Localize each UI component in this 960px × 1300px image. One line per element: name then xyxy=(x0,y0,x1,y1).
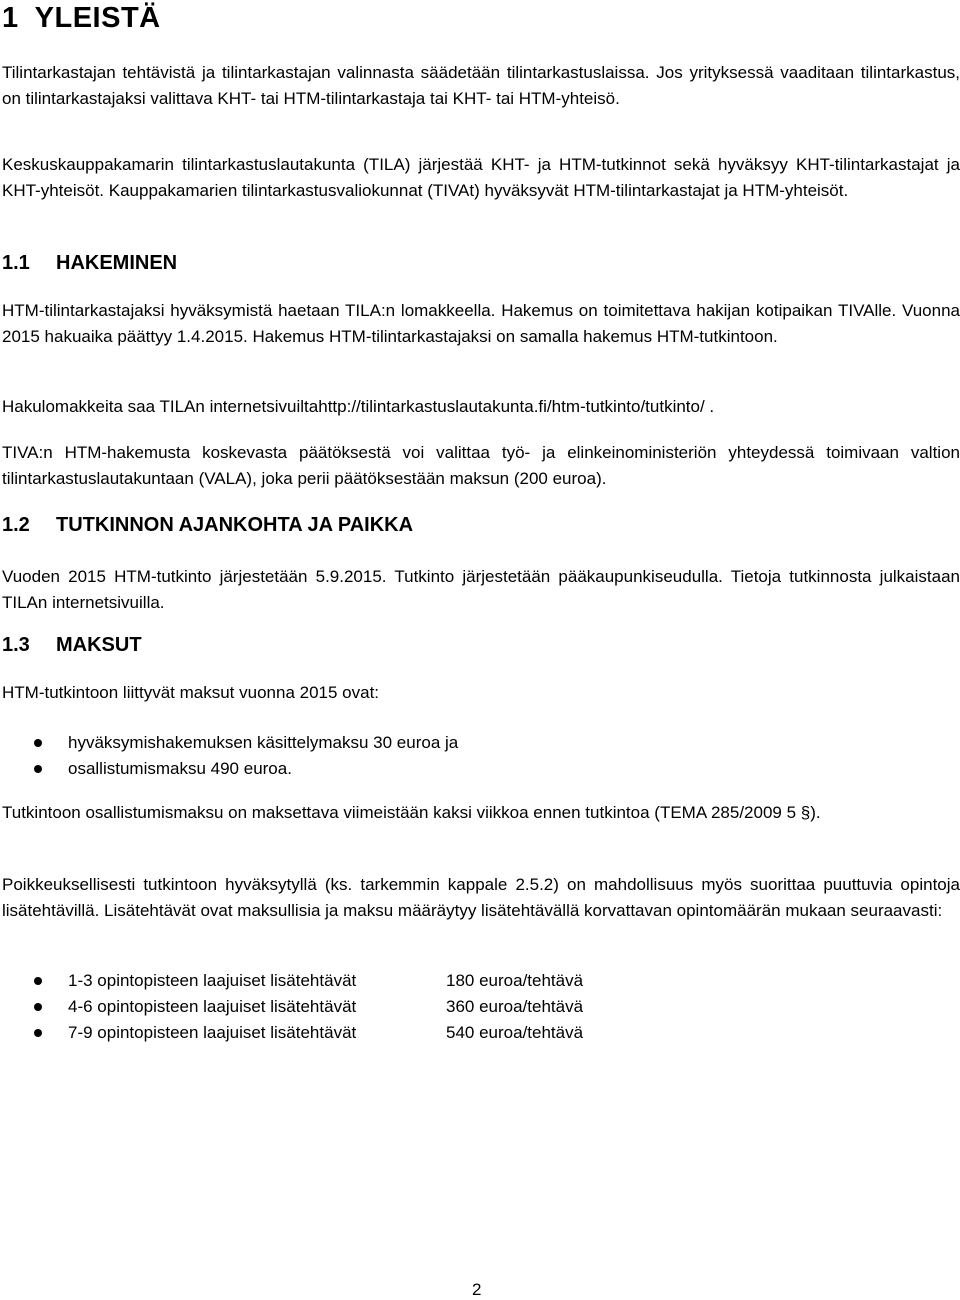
hakeminen-paragraph-1: HTM-tilintarkastajaksi hyväksymistä haetaan TILA:n lomakkeella. Hakemus on toimitettava hakijan kotipaikan TIVAlle. Vuonna 2015 hakuaika päättyy 1.4.2015. Hakemus HTM-tilintarkastajaksi on samalla hakemus HTM-tutkintoon. xyxy=(2,301,960,346)
ajankohta-paragraph-1: Vuoden 2015 HTM-tutkinto järjestetään 5.9.2015. Tutkinto järjestetään pääkaupunkiseudulla. Tietoja tutkinnosta julkaistaan TILAn internetsivuilla. xyxy=(2,567,960,612)
fee-scope: 1-3 opintopisteen laajuiset lisätehtävät xyxy=(68,971,357,990)
fee-price: 360 euroa/tehtävä xyxy=(446,997,584,1016)
section-heading-maksut xyxy=(2,634,142,657)
bullet-icon xyxy=(34,1003,42,1011)
list-item-text: osallistumismaksu 490 euroa. xyxy=(68,759,292,778)
bullet-icon xyxy=(34,739,42,747)
fee-scope: 4-6 opintopisteen laajuiset lisätehtävät xyxy=(68,997,357,1016)
maksut-paragraph-1: HTM-tutkintoon liittyvät maksut vuonna 2015 ovat: xyxy=(2,683,380,702)
fee-scope: 7-9 opintopisteen laajuiset lisätehtävät xyxy=(68,1023,357,1042)
section-number: 1.2 xyxy=(2,514,30,536)
list-item-text: hyväksymishakemuksen käsittelymaksu 30 euroa ja xyxy=(68,733,459,752)
heading-yleista xyxy=(2,2,161,35)
section-title: MAKSUT xyxy=(56,634,142,656)
hakeminen-paragraph-3: TIVA:n HTM-hakemusta koskevasta päätöksestä voi valittaa työ- ja elinkeinoministeriön yhteydessä toimivaan valtion tilintarkastuslautakuntaan (VALA), joka perii päätöksestään maksun (200 euroa). xyxy=(2,443,960,488)
section-number: 1.1 xyxy=(2,252,30,274)
list-item xyxy=(0,968,583,994)
intro-paragraph-1: Tilintarkastajan tehtävistä ja tilintarkastajan valinnasta säädetään tilintarkastuslaissa. Jos yrityksessä vaaditaan tilintarkastus, on tilintarkastajaksi valittava KHT- tai HTM-tilintarkastaja tai KHT- tai HTM-yhteisö. xyxy=(2,63,960,108)
section-heading-hakeminen xyxy=(2,252,177,275)
bullet-icon xyxy=(34,1029,42,1037)
maksut-paragraph-2: Tutkintoon osallistumismaksu on maksettava viimeistään kaksi viikkoa ennen tutkintoa (TEMA 285/2009 5 §). xyxy=(2,803,821,822)
fee-bullet-list xyxy=(0,730,458,782)
page-number: 2 xyxy=(472,1280,482,1299)
list-item xyxy=(0,1020,583,1046)
heading-title: YLEISTÄ xyxy=(34,2,161,34)
section-title: HAKEMINEN xyxy=(56,252,178,274)
fee-price: 540 euroa/tehtävä xyxy=(446,1023,584,1042)
heading-number: 1 xyxy=(2,2,19,34)
section-number: 1.3 xyxy=(2,634,30,656)
list-item xyxy=(0,756,458,782)
extra-task-fee-list xyxy=(0,968,583,1046)
section-heading-ajankohta xyxy=(2,514,413,537)
fee-price: 180 euroa/tehtävä xyxy=(446,971,584,990)
list-item xyxy=(0,730,458,756)
section-title: TUTKINNON AJANKOHTA JA PAIKKA xyxy=(56,514,414,536)
intro-paragraph-2: Keskuskauppakamarin tilintarkastuslautakunta (TILA) järjestää KHT- ja HTM-tutkinnot sekä hyväksyy KHT-tilintarkastajat ja KHT-yhteisöt. Kauppakamarien tilintarkastusvaliokunnat (TIVAt) hyväksyvät HTM-tilintarkastajat ja HTM-yhteisöt. xyxy=(2,155,960,200)
hakeminen-paragraph-2: Hakulomakkeita saa TILAn internetsivuiltahttp://tilintarkastuslautakunta.fi/htm-tutkinto/tutkinto/ . xyxy=(2,397,715,416)
maksut-paragraph-3: Poikkeuksellisesti tutkintoon hyväksytyllä (ks. tarkemmin kappale 2.5.2) on mahdollisuus myös suorittaa puuttuvia opintoja lisätehtävillä. Lisätehtävät ovat maksullisia ja maksu määräytyy lisätehtävällä korvattavan opintomäärän mukaan seuraavasti: xyxy=(2,875,960,920)
bullet-icon xyxy=(34,977,42,985)
list-item xyxy=(0,994,583,1020)
bullet-icon xyxy=(34,765,42,773)
